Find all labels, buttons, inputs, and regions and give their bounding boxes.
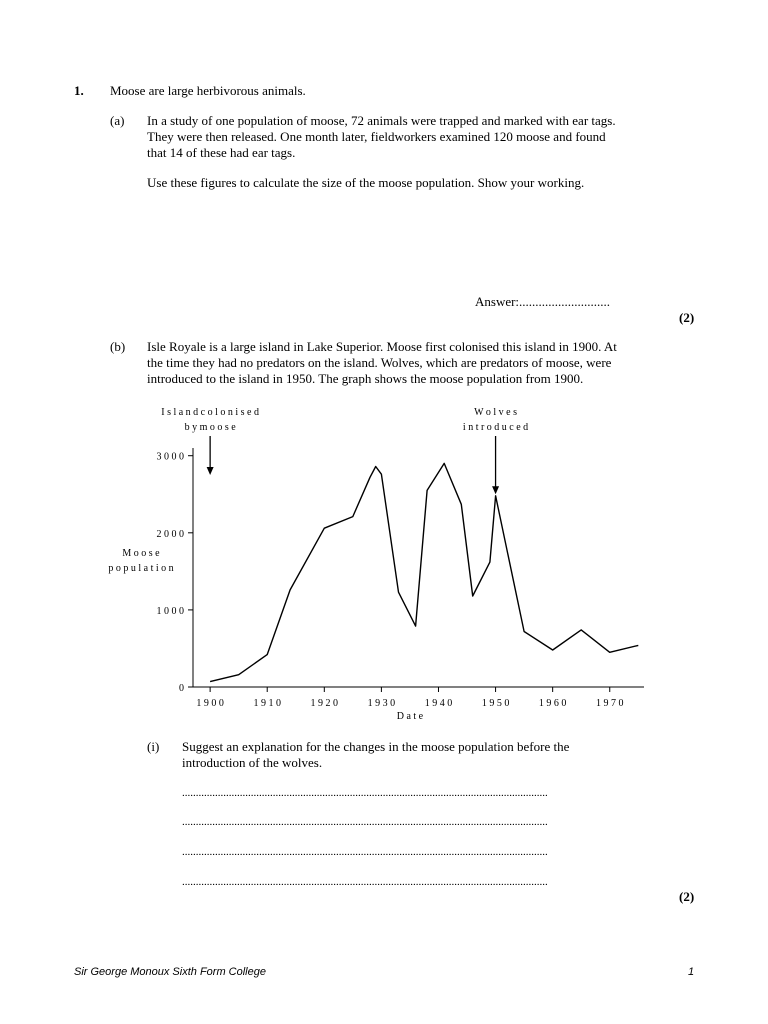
x-axis-label: D a t e <box>396 711 424 722</box>
annotation-label: I s l a n d c o l o n i s e d <box>161 407 260 418</box>
annotation-label: b y m o o s e <box>184 422 236 433</box>
footer-page-number: 1 <box>688 966 695 978</box>
sub-i-line-1: Suggest an explanation for the changes in the moose population before the <box>182 739 570 754</box>
part-a-marks: (2) <box>679 310 695 325</box>
answer-line-3[interactable]: ..................................................................................................................................... <box>182 846 548 858</box>
answer-line-1[interactable]: ..................................................................................................................................... <box>182 787 548 799</box>
part-a-line-3: that 14 of these had ear tags. <box>147 145 296 160</box>
part-a-line-2: They were then released. One month later, fieldworkers examined 120 moose and found <box>147 129 606 144</box>
x-tick-label: 1 9 5 0 <box>481 698 510 709</box>
population-line <box>210 463 638 681</box>
x-tick-label: 1 9 3 0 <box>367 698 396 709</box>
annotation-label: W o l v e s <box>474 407 518 418</box>
chart-series <box>210 463 638 681</box>
x-tick-label: 1 9 0 0 <box>196 698 224 709</box>
chart-axes <box>193 448 644 687</box>
part-b-label: (b) <box>110 339 126 354</box>
x-tick-label: 1 9 1 0 <box>253 698 281 709</box>
sub-i-label: (i) <box>147 739 160 754</box>
answer-field[interactable]: Answer:............................ <box>475 294 611 309</box>
footer-school: Sir George Monoux Sixth Form College <box>74 966 266 978</box>
y-tick-label: 1 0 0 0 <box>156 605 184 617</box>
chart-ticks <box>157 452 624 709</box>
chart-labels <box>108 548 423 722</box>
chart-annotations <box>161 407 528 494</box>
answer-line-2[interactable]: ..................................................................................................................................... <box>182 816 548 828</box>
y-axis-label: p o p u l a t i o n <box>108 563 174 574</box>
part-a-line-1: In a study of one population of moose, 72 animals were trapped and marked with ear tags. <box>147 113 616 128</box>
answer-line-4[interactable]: ..................................................................................................................................... <box>182 876 548 888</box>
y-axis-label: M o o s e <box>122 548 160 559</box>
sub-i-line-2: introduction of the wolves. <box>182 755 323 770</box>
annotation-arrow-head <box>492 486 499 494</box>
y-tick-label: 2 0 0 0 <box>156 528 184 540</box>
annotation-arrow-head <box>207 467 214 475</box>
annotation-label: i n t r o d u c e d <box>462 422 529 433</box>
y-tick-label: 3 0 0 0 <box>156 451 184 463</box>
part-b-line-3: introduced to the island in 1950. The graph shows the moose population from 1900. <box>147 371 584 386</box>
x-tick-label: 1 9 6 0 <box>538 698 567 709</box>
x-tick-label: 1 9 7 0 <box>595 698 624 709</box>
part-a-instruction: Use these figures to calculate the size of the moose population. Show your working. <box>147 175 585 190</box>
question-intro: Moose are large herbivorous animals. <box>110 83 306 98</box>
sub-i-marks: (2) <box>679 889 695 904</box>
x-tick-label: 1 9 4 0 <box>424 698 453 709</box>
question-number: 1. <box>74 83 84 98</box>
y-tick-label: 0 <box>179 683 184 694</box>
part-b-line-1: Isle Royale is a large island in Lake Superior. Moose first colonised this island in 1900. At <box>147 339 617 354</box>
x-tick-label: 1 9 2 0 <box>310 698 339 709</box>
part-a-label: (a) <box>110 113 125 128</box>
part-b-line-2: the time they had no predators on the island. Wolves, which are predators of moose, were <box>147 355 612 370</box>
